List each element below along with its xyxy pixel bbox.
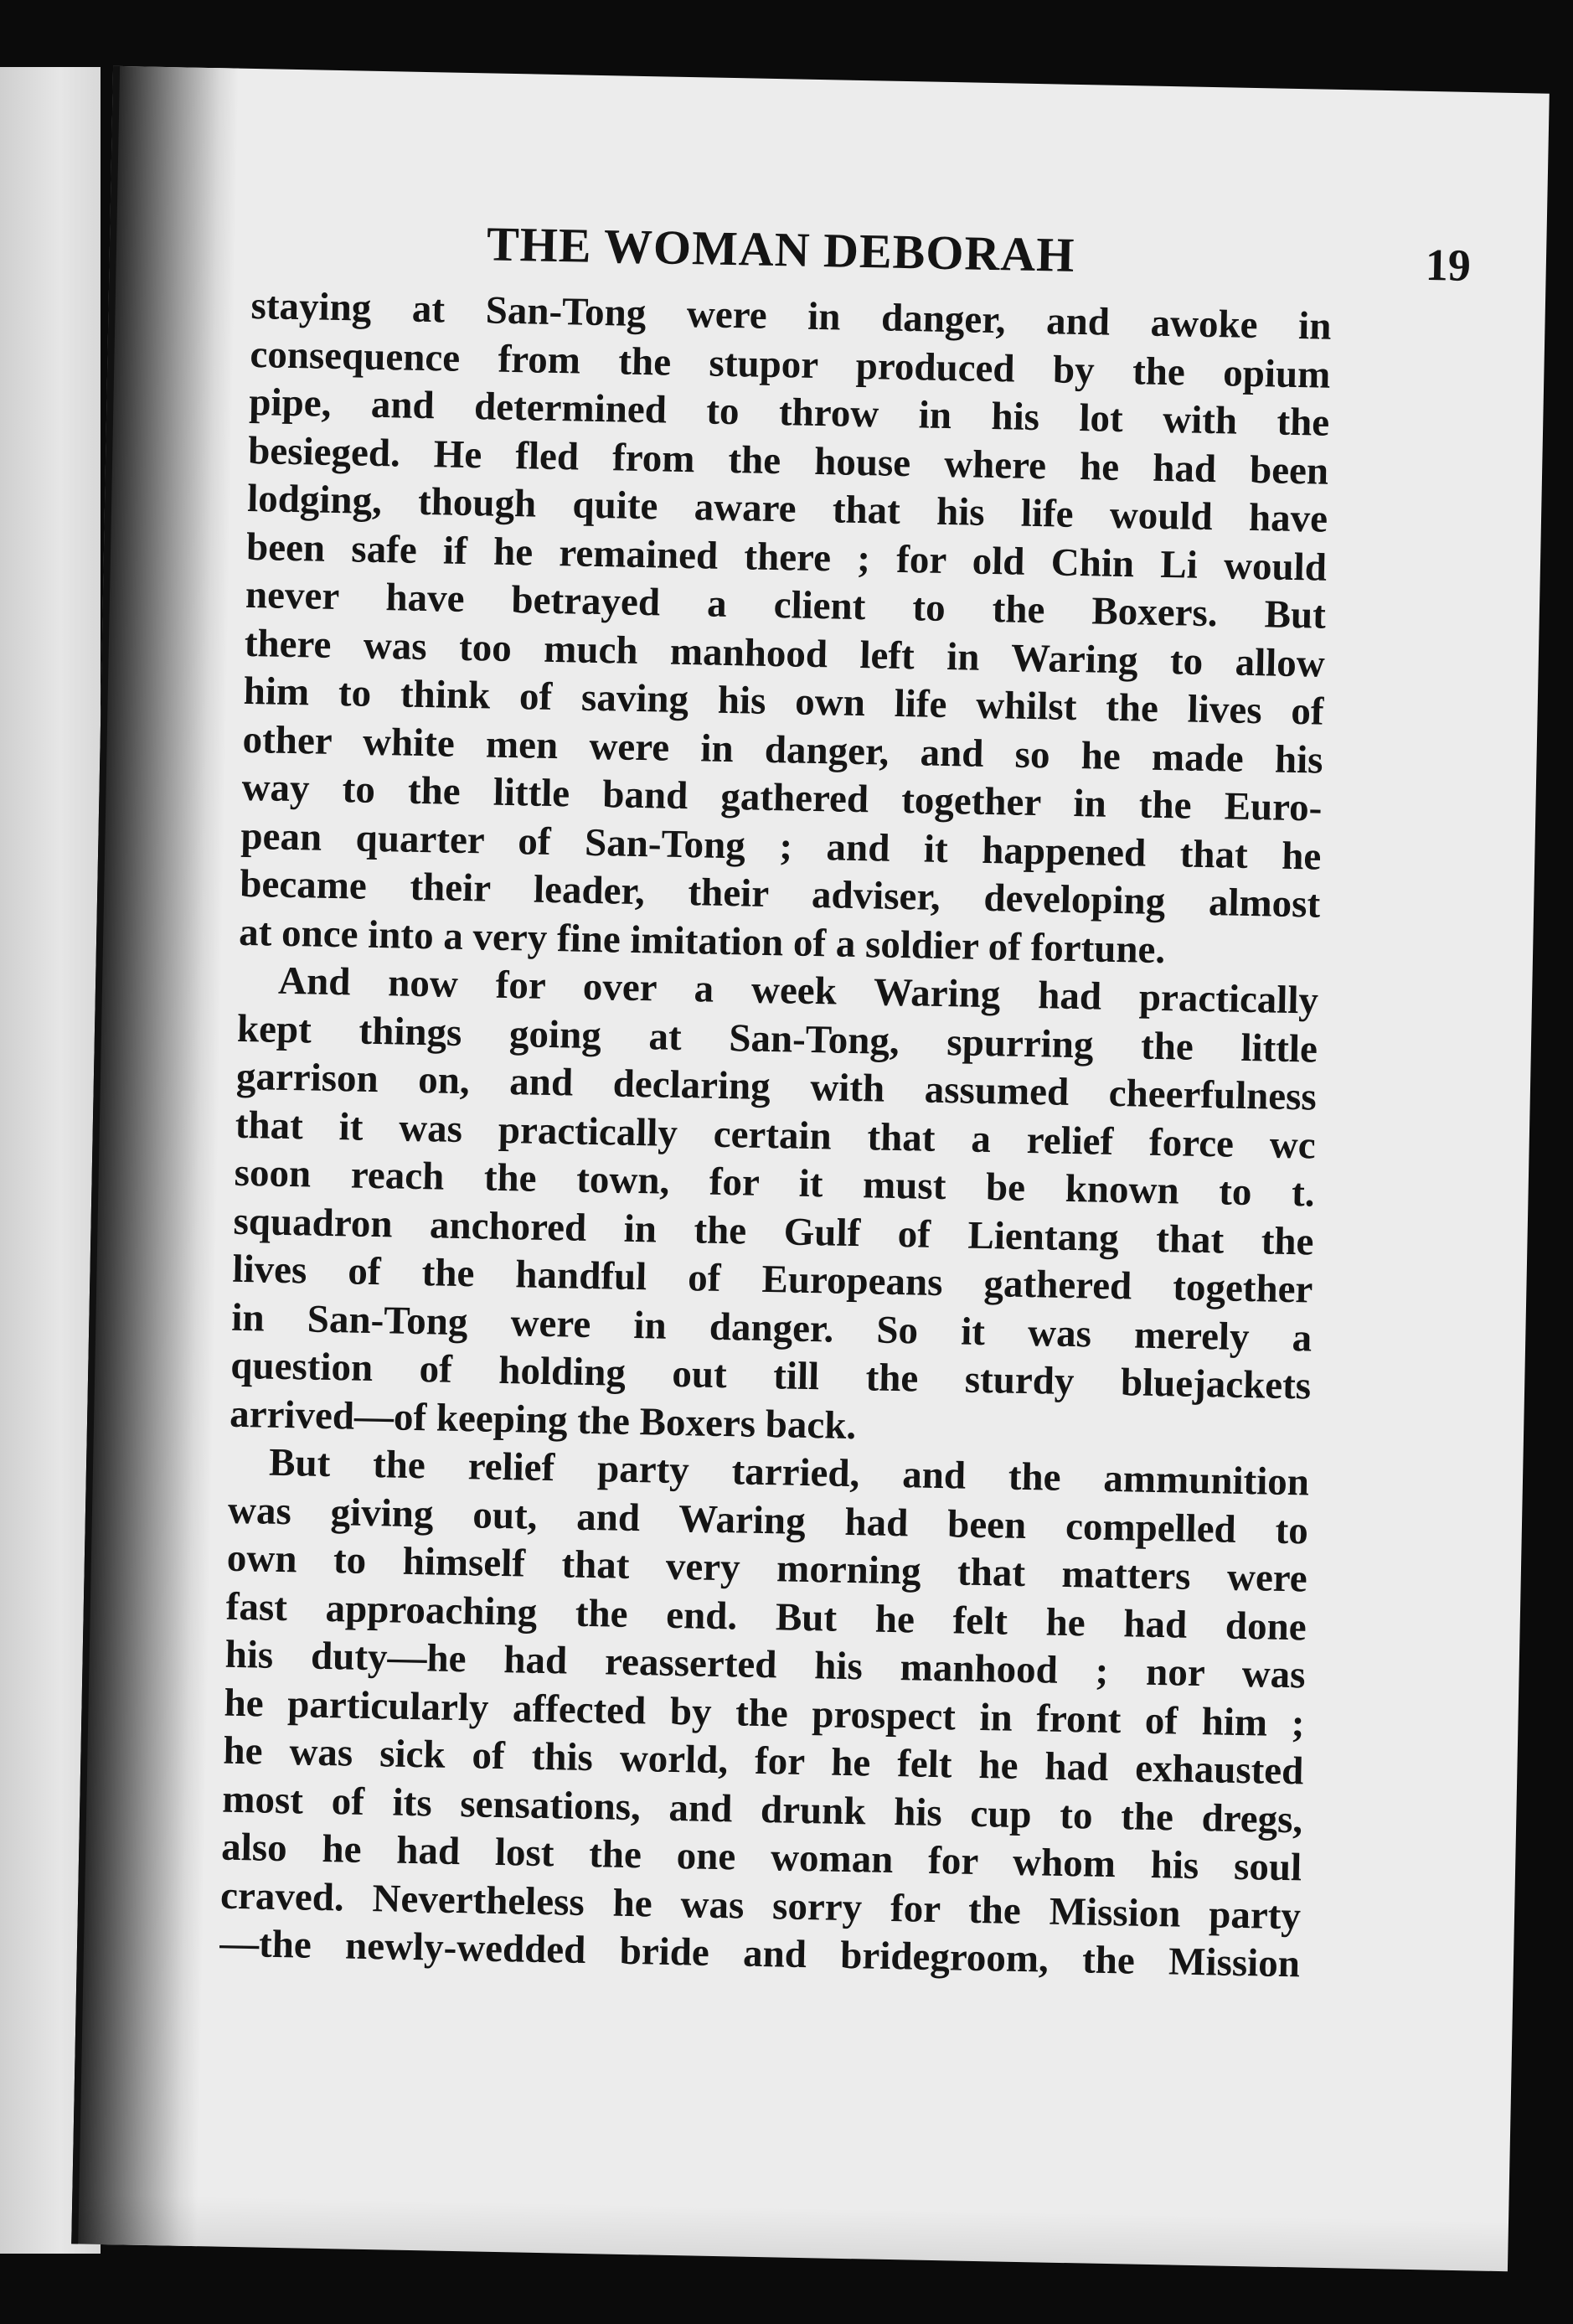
running-title: THE WOMAN DEBORAH xyxy=(486,216,1075,282)
text-line: most of its sensations, and drunk his cup to the dregs, xyxy=(221,1777,1303,1841)
text-line: besieged. He fled from the house where he had been xyxy=(247,428,1329,493)
text-line: kept things going at San-Tong, spurring the little xyxy=(236,1006,1318,1072)
running-head xyxy=(486,215,1472,299)
text-line: question of holding out till the sturdy bluejackets xyxy=(230,1343,1312,1408)
text-line: And now for over a week Waring had practically xyxy=(277,958,1319,1023)
text-line: also he had lost the one woman for whom his soul xyxy=(220,1825,1302,1890)
text-line: garrison on, and declaring with assumed cheerfulness xyxy=(235,1054,1318,1119)
text-line: in San-Tong were in danger. So it was merely a xyxy=(230,1295,1313,1361)
text-line: lodging, though quite aware that his life would have xyxy=(246,476,1328,541)
text-line: never have betrayed a client to the Boxers. But xyxy=(245,572,1327,638)
text-line: squadron anchored in the Gulf of Lientang that the xyxy=(233,1199,1314,1264)
text-line: lives of the handful of Europeans gathered together xyxy=(232,1247,1313,1312)
text-line: him to think of saving his own life whilst the lives of xyxy=(243,669,1325,734)
text-line: soon reach the town, for it must be known to t. xyxy=(234,1150,1316,1216)
text-line: he particularly affected by the prospect in front of him ; xyxy=(224,1681,1305,1745)
text-line: staying at San-Tong were in danger, and awoke in xyxy=(250,283,1332,349)
body-text xyxy=(219,282,1332,1989)
text-line: his duty—he had reasserted his manhood ; nor was xyxy=(224,1632,1307,1697)
text-line: pean quarter of San-Tong ; and it happened that he xyxy=(240,813,1322,879)
text-line: fast approaching the end. But he felt he had done xyxy=(225,1584,1307,1649)
page-bottom-shadow xyxy=(71,2193,1509,2271)
text-line: consequence from the stupor produced by the opium xyxy=(250,332,1331,397)
book-page xyxy=(71,66,1550,2271)
text-line: pipe, and determined to throw in his lot with the xyxy=(248,380,1330,445)
text-line: other white men were in danger, and so he made his xyxy=(242,717,1323,782)
text-line: he was sick of this world, for he felt he had exhausted xyxy=(223,1728,1304,1794)
text-line: arrived—of keeping the Boxers back. xyxy=(229,1392,857,1448)
text-line: there was too much manhood left in Waring to allow xyxy=(244,621,1326,686)
text-line: was giving out, and Waring had been compelled to xyxy=(227,1488,1309,1552)
text-line: But the relief party tarried, and the ammunition xyxy=(268,1440,1310,1505)
text-line: craved. Nevertheless he was sorry for the Mission party xyxy=(219,1873,1302,1938)
text-line: own to himself that very morning that matters were xyxy=(226,1536,1308,1601)
text-line: way to the little band gathered together in the Euro- xyxy=(241,765,1323,830)
text-line: became their leader, their adviser, developing almost xyxy=(239,861,1321,927)
page-number: 19 xyxy=(1425,239,1472,291)
text-line: at once into a very fine imitation of a soldier of fortune. xyxy=(238,910,1166,972)
text-line: that it was practically certain that a relief force wc xyxy=(235,1103,1317,1168)
text-line: —the newly-wedded bride and bridegroom, the Mission xyxy=(219,1921,1301,1986)
text-line: been safe if he remained there ; for old Chin Li would xyxy=(245,524,1328,590)
